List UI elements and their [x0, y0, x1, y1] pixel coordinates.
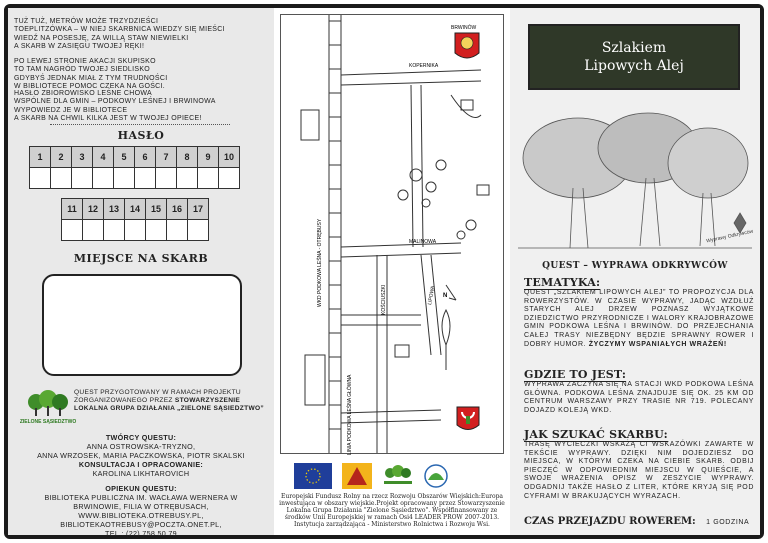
guardian-block: [12, 484, 270, 538]
grid-number: 14: [125, 199, 146, 220]
grid-number: 1: [30, 147, 51, 168]
brochure-frame: [4, 4, 764, 539]
jak-title: JAK SZUKAĆ SKARBU:: [524, 428, 668, 441]
letter-cell[interactable]: [30, 168, 51, 189]
creators-block: [12, 433, 270, 478]
grid-number: 4: [93, 147, 114, 168]
logo-label: ZIELONE SĄSIEDZTWO: [19, 419, 77, 425]
letter-cell[interactable]: [83, 220, 104, 241]
letter-cell[interactable]: [177, 168, 198, 189]
funding-logos: [294, 461, 494, 491]
map-street: KOPERNIKA: [409, 63, 439, 69]
poem-line: TOEPLITZÓWKA – W NIEJ SKARBNICA WIEDZY SIĘ MIEŚCI: [14, 26, 225, 34]
route-map: [280, 14, 504, 454]
password-grid-row2: [61, 198, 209, 241]
poem-line: TUŻ TUŻ, METRÓW MOŻE TRZYDZIEŚCI: [14, 18, 159, 25]
poem-line: WYPOWIEDZ JE W BIBLIOTECE: [14, 106, 128, 114]
treasure-stamp-box[interactable]: [42, 274, 242, 376]
letter-cell[interactable]: [93, 168, 114, 189]
podkowa-coat-of-arms: [457, 407, 479, 430]
grid-number: 13: [104, 199, 125, 220]
grid-number: 8: [177, 147, 198, 168]
zielone-sasiedztwo-small-logo-icon: [384, 465, 412, 484]
letter-cell[interactable]: [104, 220, 125, 241]
poem-line: TO TAM NAGRÓD TWOJEJ SIEDLISKO: [14, 66, 151, 74]
tematyka-closing: ŻYCZYMY WSPANIAŁYCH WRAŻEŃ!: [588, 340, 727, 348]
guardian-line: BRWINOWIE, FILIA W OTRĘBUSACH,: [73, 502, 209, 511]
gdzie-title: GDZIE TO JEST:: [524, 368, 627, 381]
map-street: MALINOWA: [409, 239, 437, 245]
zielone-sasiedztwo-logo: [19, 386, 77, 430]
rail-label-2: LINIA PODKOWA LEŚNA GŁÓWNA: [347, 374, 353, 455]
right-panel: [510, 8, 760, 535]
treasure-title: MIEJSCE NA SKARB: [73, 252, 209, 265]
grid-number: 17: [188, 199, 209, 220]
poem-line: WSPÓLNE DLA GMIN – PODKOWY LEŚNEJ I BRWINOWA: [14, 98, 216, 106]
letter-cell[interactable]: [156, 168, 177, 189]
tematyka-title: TEMATYKA:: [524, 276, 601, 289]
poem-line: HASŁO ZBIOROWISKO LEŚNE CHOWA: [14, 90, 152, 97]
duration: [524, 511, 749, 529]
letter-cell[interactable]: [167, 220, 188, 241]
sketch-caption: Wyprawy Odkrywców: [705, 228, 754, 245]
poem-line: WIEDŹ NA POSESJĘ, ZA WILLĄ STAW NIEWIELKI: [14, 34, 189, 42]
letter-cell[interactable]: [51, 168, 72, 189]
guardian-website-link[interactable]: WWW.BIBLIOTEKA.OTREBUSY.PL,: [78, 511, 204, 520]
eu-flag-icon: [294, 463, 332, 489]
grid-number: 10: [219, 147, 240, 168]
prow-logo-icon: [425, 465, 447, 487]
creators-line: ANNA WRZOSEK, MARIA PACZKOWSKA, PIOTR SKALSKI: [37, 451, 245, 460]
poem-line: A SKARB NA CHWIL KILKA JEST W TWOJEJ OPIECE!: [14, 115, 202, 123]
north-label: N: [443, 293, 448, 299]
consult-title: KONSULTACJA I OPRACOWANIE:: [78, 460, 204, 469]
map-drawing: [281, 15, 503, 453]
poem-stanza-3: [14, 90, 270, 124]
guardian-title: OPIEKUN QUESTU:: [105, 484, 177, 493]
map-street: KOŚCIUSZKI: [381, 284, 387, 315]
grid-number: 12: [83, 199, 104, 220]
letter-cell[interactable]: [62, 220, 83, 241]
letter-cell[interactable]: [114, 168, 135, 189]
guardian-phone: TEL.: (22) 758 50 79: [105, 529, 177, 538]
divider: [50, 124, 230, 125]
guardian-line: BIBLIOTEKA PUBLICZNA IM. WACŁAWA WERNERA W: [44, 493, 238, 502]
leader-logo-icon: [342, 463, 372, 489]
letter-cell[interactable]: [146, 220, 167, 241]
letter-cell[interactable]: [188, 220, 209, 241]
grid-number: 9: [198, 147, 219, 168]
duration-title: CZAS PRZEJAZDU ROWEREM:: [524, 516, 696, 527]
quest-title-line-2: Lipowych Alej: [584, 58, 684, 74]
quest-title-line-1: Szlakiem: [601, 40, 667, 56]
grid-number: 5: [114, 147, 135, 168]
jak-body: TRASĘ WYCIECZKI WSKAŻĄ CI WSKAZÓWKI ZAWARTE W TEKŚCIE WYPRAWY. DZIĘKI NIM DOJEDZIESZ DO MIEJSCA, W KTÓRYM CZEKA NA CIEBIE SKARB. ODBIJ PIECZĘĆ W ODPOWIEDNIM MIEJSCU W QUIEŚCIE, A SWOJE WRAŻENIA OPISZ W ZESZYCIE WYPRAWY. ODGADNIJ TAKŻE HASŁO Z LITER, KTÓRE KRYJĄ SIĘ POD CYFRAMI W BRAKUJĄCYCH WYRAZACH.: [524, 441, 754, 500]
letter-cell[interactable]: [125, 220, 146, 241]
grid-number: 6: [135, 147, 156, 168]
grid-number: 3: [72, 147, 93, 168]
prepared-by: [74, 389, 270, 413]
linden-trees-sketch: [518, 108, 752, 258]
password-grid-row1: [29, 146, 240, 189]
brwinow-coat-of-arms: [455, 33, 479, 58]
funding-text: Europejski Fundusz Rolny na rzecz Rozwoju Obszarów Wiejskich:Europa inwestująca w obszary wiejskie.Projekt opracowany przez Stowarzyszenie Lokalna Grupa Działania "Zielone Sąsiedztwo". Współfinansowany ze środków Unii Europejskiej w ramach Osi4 LEADER PROW 2007-2013. Instytucja zarządzająca - Ministerstwo Rolnictwa i Rozwoju Wsi.: [279, 493, 505, 528]
letter-cell[interactable]: [135, 168, 156, 189]
poem-stanza-1: [14, 18, 270, 52]
creators-line: ANNA OSTROWSKA-TRYZNO,: [86, 442, 196, 451]
prepared-prefix: QUEST PRZYGOTOWANY W RAMACH PROJEKTU ZORGANIZOWANEGO PRZEZ: [74, 389, 241, 404]
poem-line: PO LEWEJ STRONIE AKACJI SKUPISKO: [14, 58, 156, 65]
letter-cell[interactable]: [72, 168, 93, 189]
poem-line: GDYBYŚ JEDNAK MIAŁ Z TYM TRUDNOŚCI: [14, 74, 168, 82]
grid-number: 11: [62, 199, 83, 220]
gdzie-body: WYPRAWA ZACZYNA SIĘ NA STACJI WKD PODKOWA LEŚNA GŁÓWNA. PODKOWA LEŚNA ZNAJDUJE SIĘ OK. 25 KM OD CENTRUM WARSZAWY PRZY TRASIE NR 719. POLECANY DOJAZD KOLEJĄ WKD.: [524, 381, 754, 414]
guardian-email-link[interactable]: BIBLIOTEKAOTREBUSY@POCZTA.ONET.PL,: [60, 520, 222, 529]
letter-cell[interactable]: [198, 168, 219, 189]
consult-name: KAROLINA LIKHTAROVICH: [92, 469, 190, 478]
duration-value: 1 GODZINA: [706, 519, 750, 526]
letter-cell[interactable]: [219, 168, 240, 189]
rail-label: WKD PODKOWA LEŚNA - OTRĘBUSY: [317, 218, 323, 307]
tematyka-body: [524, 289, 754, 349]
quest-title: [528, 24, 740, 90]
middle-panel: [274, 8, 510, 535]
poem-stanza-2: [14, 58, 270, 92]
grid-number: 2: [51, 147, 72, 168]
poem-line: A SKARB W ZASIĘGU TWOJEJ RĘKI!: [14, 43, 145, 51]
map-street: LIPOWA: [427, 285, 437, 306]
quest-subtitle: QUEST – WYPRAWA ODKRYWCÓW: [542, 261, 728, 271]
grid-number: 16: [167, 199, 188, 220]
tematyka-text: QUEST „SZLAKIEM LIPOWYCH ALEJ” TO PROPOZYCJA DLA ROWERZYSTÓW. W CZASIE WYPRAWY, JADĄC WZDŁUŻ STARYCH ALEJ DRZEW POZNASZ WYJĄTKOWE DZIEDZICTWO PRZYRODNICZE I WALORY KRAJOBRAZOWE GMIN PODKOWA LEŚNA I BRWINÓW. DO PRZEJECHANIA CAŁEJ TRASY NIEZBĘDNY BĘDZIE SPRAWNY ROWER I DOBRY HUMOR.: [524, 289, 754, 348]
grid-number: 7: [156, 147, 177, 168]
creators-title: TWÓRCY QUESTU:: [105, 433, 177, 442]
prepared-org: STOWARZYSZENIE LOKALNA GRUPA DZIAŁANIA „ZIELONE SĄSIEDZTWO”: [74, 397, 264, 412]
grid-number: 15: [146, 199, 167, 220]
poem-line: W BIBLIOTECE POMOC CZEKA NA GOŚCI.: [14, 83, 166, 91]
password-title: HASŁO: [117, 129, 165, 142]
map-brwinow-label: BRWINÓW: [451, 25, 477, 31]
left-panel: [8, 8, 274, 538]
